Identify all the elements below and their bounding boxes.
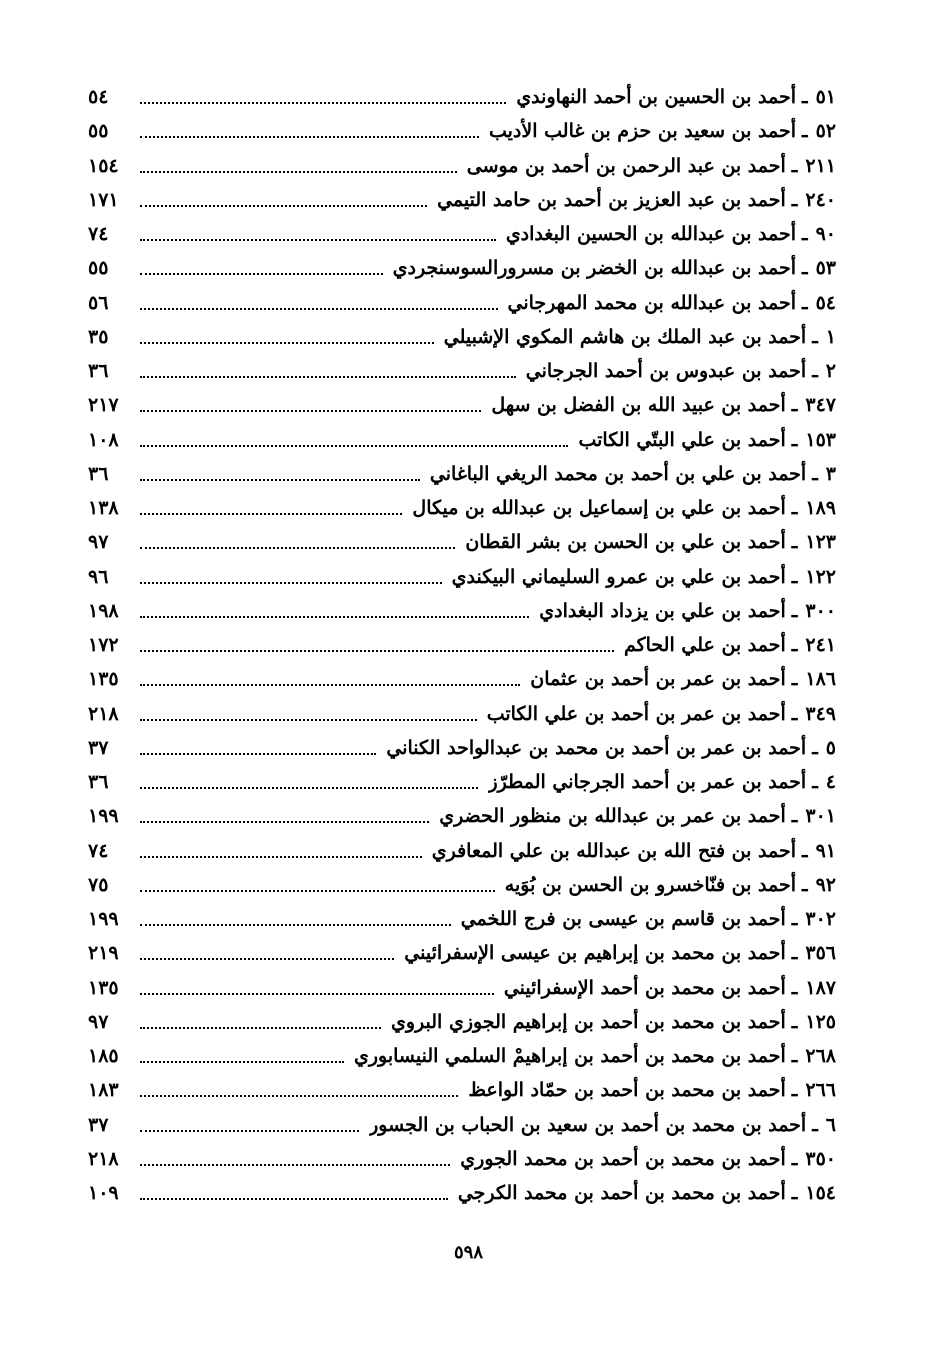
entry-name: أحمد بن عبدالله بن الخضر بن مسرورالسوسنجردي xyxy=(392,257,796,280)
entry-page-ref: ١٣٥ xyxy=(88,976,119,999)
entry-number: ٣٤٧ xyxy=(805,394,836,417)
entry-number: ٥١ xyxy=(815,86,836,108)
entry-name: أحمد بن عمر بن أحمد بن عثمان xyxy=(530,668,786,691)
dot-leader xyxy=(140,1095,458,1097)
dot-leader xyxy=(140,445,568,447)
dot-leader xyxy=(140,136,479,138)
entry-number: ٥ xyxy=(825,736,836,759)
dot-leader xyxy=(140,479,420,481)
entry-name: أحمد بن عبيد الله بن الفضل بن سهل xyxy=(491,394,786,417)
index-entry xyxy=(88,491,836,525)
entry-number: ١٢٥ xyxy=(805,1010,836,1033)
entry-dash: ـ xyxy=(812,771,818,793)
dot-leader xyxy=(140,958,394,960)
entry-page-ref: ٣٧ xyxy=(88,1113,109,1136)
entry-name: أحمد بن عمر بن عبدالله بن منظور الحضري xyxy=(439,805,786,828)
entry-page-ref: ٩٦ xyxy=(88,565,109,588)
entry-name: أحمد بن محمد بن أحمد بن حمّاد الواعظ xyxy=(468,1079,786,1102)
dot-leader xyxy=(140,376,516,378)
entry-name: أحمد بن محمد بن أحمد الإسفرائيني xyxy=(503,976,786,999)
entry-dash: ـ xyxy=(791,1010,798,1033)
entry-dash: ـ xyxy=(791,531,798,554)
dot-leader xyxy=(140,650,614,652)
entry-name: أحمد بن عبدالله بن محمد المهرجاني xyxy=(507,291,796,314)
entry-number: ٩٠ xyxy=(815,223,836,245)
index-entry xyxy=(88,1176,836,1210)
entry-name: أحمد بن عبد الرحمن بن أحمد بن موسى xyxy=(466,154,786,177)
entry-dash: ـ xyxy=(802,223,808,245)
index-entry xyxy=(88,251,836,285)
entry-name: أحمد بن علي بن يزداد البغدادي xyxy=(539,599,786,622)
entry-number: ٥٢ xyxy=(815,120,836,143)
entry-number: ٦ xyxy=(825,1113,836,1136)
entry-name: أحمد بن عبدوس بن أحمد الجرجاني xyxy=(525,360,807,382)
entry-dash: ـ xyxy=(791,805,798,828)
entry-dash: ـ xyxy=(791,908,798,930)
entry-dash: ـ xyxy=(791,1182,798,1204)
entry-page-ref: ٩٧ xyxy=(88,531,109,554)
entry-dash: ـ xyxy=(791,497,798,519)
index-entry xyxy=(88,354,836,388)
entry-page-ref: ٧٤ xyxy=(88,839,109,862)
entry-page-ref: ٩٧ xyxy=(88,1010,109,1033)
index-entry xyxy=(88,183,836,217)
entry-dash: ـ xyxy=(791,1147,798,1170)
dot-leader xyxy=(140,342,434,344)
entry-number: ٣٠١ xyxy=(805,805,836,828)
entry-page-ref: ٢١٨ xyxy=(88,702,119,725)
entry-name: أحمد بن عبدالله بن الحسين البغدادي xyxy=(505,223,796,245)
dot-leader xyxy=(140,616,529,618)
entry-page-ref: ٧٤ xyxy=(88,223,109,245)
entry-name: أحمد بن علي الحاكم xyxy=(623,634,786,656)
entry-page-ref: ١٥٤ xyxy=(88,154,119,177)
entry-page-ref: ٣٦ xyxy=(88,462,109,485)
entry-dash: ـ xyxy=(791,942,798,965)
entry-dash: ـ xyxy=(812,360,818,382)
entry-page-ref: ١٨٥ xyxy=(88,1045,119,1067)
entry-dash: ـ xyxy=(791,188,798,211)
index-entry xyxy=(88,560,836,594)
entry-page-ref: ٥٦ xyxy=(88,291,109,314)
entry-name: أحمد بن علي بن أحمد بن محمد الريغي الباغاني xyxy=(429,462,807,485)
index-entry xyxy=(88,1108,836,1142)
index-entry xyxy=(88,80,836,114)
dot-leader xyxy=(140,753,376,755)
index-entry xyxy=(88,662,836,696)
page-number: ٥٩٨ xyxy=(453,1242,483,1263)
dot-leader xyxy=(140,1198,448,1200)
index-entry xyxy=(88,1073,836,1107)
dot-leader xyxy=(140,582,442,584)
entry-page-ref: ٣٧ xyxy=(88,736,109,759)
entry-dash: ـ xyxy=(802,86,808,108)
entry-number: ٢١١ xyxy=(805,154,836,177)
entry-page-ref: ١٣٨ xyxy=(88,497,119,519)
entry-name: أحمد بن فنّاخسرو بن الحسن بن بُوَيه xyxy=(504,873,796,896)
entry-dash: ـ xyxy=(791,976,798,999)
entry-page-ref: ٥٤ xyxy=(88,86,109,108)
dot-leader xyxy=(140,924,451,926)
index-entry xyxy=(88,834,836,868)
entry-page-ref: ١٧٢ xyxy=(88,634,119,656)
entry-page-ref: ١٠٨ xyxy=(88,428,119,451)
entry-name: أحمد بن عمر بن أحمد بن محمد بن عبدالواحد الكناني xyxy=(386,736,807,759)
index-entry xyxy=(88,1039,836,1073)
entry-name: أحمد بن فتح الله بن عبدالله بن علي المعافري xyxy=(431,839,796,862)
entry-page-ref: ١٨٣ xyxy=(88,1079,119,1102)
entry-number: ٥٣ xyxy=(815,257,836,280)
entry-number: ١٢٢ xyxy=(805,565,836,588)
dot-leader xyxy=(140,890,495,892)
entry-page-ref: ١٩٩ xyxy=(88,908,119,930)
entry-page-ref: ٢١٧ xyxy=(88,394,119,417)
dot-leader xyxy=(140,102,506,104)
entry-dash: ـ xyxy=(812,462,818,485)
dot-leader xyxy=(140,787,478,789)
index-entry xyxy=(88,149,836,183)
entry-number: ٢٦٦ xyxy=(805,1079,836,1102)
entry-dash: ـ xyxy=(791,428,798,451)
entry-dash: ـ xyxy=(791,1079,798,1102)
entry-page-ref: ١٠٩ xyxy=(88,1182,119,1204)
dot-leader xyxy=(140,993,494,995)
dot-leader xyxy=(140,308,498,310)
entry-dash: ـ xyxy=(791,1045,798,1067)
entry-name: أحمد بن قاسم بن عيسى بن فرج اللخمي xyxy=(460,908,786,930)
entry-page-ref: ٥٥ xyxy=(88,120,109,143)
entry-number: ٣٤٩ xyxy=(805,702,836,725)
entry-number: ٢٦٨ xyxy=(805,1045,836,1067)
entry-number: ١ xyxy=(825,325,836,348)
entry-number: ٢ xyxy=(825,360,836,382)
entry-dash: ـ xyxy=(802,873,808,896)
entry-dash: ـ xyxy=(791,394,798,417)
index-entry xyxy=(88,1005,836,1039)
entry-page-ref: ١٩٨ xyxy=(88,599,119,622)
index-entry xyxy=(88,594,836,628)
index-entry xyxy=(88,217,836,251)
index-list xyxy=(88,80,836,1210)
dot-leader xyxy=(140,410,481,412)
entry-name: أحمد بن عمر بن أحمد الجرجاني المطرّز xyxy=(488,771,807,793)
entry-dash: ـ xyxy=(791,599,798,622)
entry-name: أحمد بن عبد العزيز بن أحمد بن حامد التيمي xyxy=(437,188,786,211)
entry-name: أحمد بن علي بن الحسن بن بشر القطان xyxy=(465,531,786,554)
entry-dash: ـ xyxy=(791,702,798,725)
index-entry xyxy=(88,320,836,354)
entry-page-ref: ٣٦ xyxy=(88,771,109,793)
entry-number: ٥٤ xyxy=(815,291,836,314)
entry-number: ٣٠٠ xyxy=(805,599,836,622)
entry-page-ref: ١٧١ xyxy=(88,188,119,211)
dot-leader xyxy=(140,856,422,858)
entry-number: ٩١ xyxy=(815,839,836,862)
index-entry xyxy=(88,628,836,662)
entry-dash: ـ xyxy=(791,565,798,588)
dot-leader xyxy=(140,171,457,173)
entry-page-ref: ١٩٩ xyxy=(88,805,119,828)
dot-leader xyxy=(140,547,455,549)
entry-number: ٩٢ xyxy=(815,873,836,896)
entry-number: ١٨٩ xyxy=(805,497,836,519)
entry-name: أحمد بن عمر بن أحمد بن علي الكاتب xyxy=(486,702,786,725)
entry-page-ref: ١٣٥ xyxy=(88,668,119,691)
entry-number: ١٨٧ xyxy=(805,976,836,999)
entry-dash: ـ xyxy=(812,1113,818,1136)
entry-name: أحمد بن علي البتّي الكاتب xyxy=(578,428,786,451)
dot-leader xyxy=(140,1027,381,1029)
index-entry xyxy=(88,799,836,833)
entry-name: أحمد بن عبد الملك بن هاشم المكوي الإشبيلي xyxy=(443,325,807,348)
index-entry xyxy=(88,525,836,559)
entry-number: ٣٥٦ xyxy=(805,942,836,965)
entry-number: ١٥٤ xyxy=(805,1182,836,1204)
entry-name: أحمد بن محمد بن أحمد بن محمد الكرجي xyxy=(457,1182,786,1204)
entry-number: ٣ xyxy=(825,462,836,485)
dot-leader xyxy=(140,205,427,207)
entry-page-ref: ٧٥ xyxy=(88,873,109,896)
index-entry xyxy=(88,388,836,422)
dot-leader xyxy=(140,273,383,275)
index-entry xyxy=(88,868,836,902)
entry-page-ref: ٣٥ xyxy=(88,325,109,348)
entry-name: أحمد بن سعيد بن حزم بن غالب الأديب xyxy=(488,120,796,143)
entry-page-ref: ٣٦ xyxy=(88,360,109,382)
dot-leader xyxy=(140,821,429,823)
dot-leader xyxy=(140,719,477,721)
index-entry xyxy=(88,457,836,491)
entry-dash: ـ xyxy=(802,839,808,862)
dot-leader xyxy=(140,684,520,686)
dot-leader xyxy=(140,1061,344,1063)
entry-dash: ـ xyxy=(802,257,808,280)
index-entry xyxy=(88,286,836,320)
entry-name: أحمد بن علي بن إسماعيل بن عبدالله بن ميكال xyxy=(412,497,786,519)
index-entry xyxy=(88,697,836,731)
entry-number: ٣٥٠ xyxy=(805,1147,836,1170)
dot-leader xyxy=(140,1164,450,1166)
index-entry xyxy=(88,971,836,1005)
entry-dash: ـ xyxy=(791,634,798,656)
dot-leader xyxy=(140,1130,359,1132)
entry-dash: ـ xyxy=(791,668,798,691)
entry-name: أحمد بن الحسين بن أحمد النهاوندي xyxy=(516,86,796,108)
index-entry xyxy=(88,1142,836,1176)
entry-name: أحمد بن محمد بن أحمد بن إبراهيمْ السلمي النيسابوري xyxy=(353,1045,786,1067)
index-entry xyxy=(88,423,836,457)
entry-dash: ـ xyxy=(812,736,818,759)
entry-dash: ـ xyxy=(812,325,818,348)
entry-number: ١٥٣ xyxy=(805,428,836,451)
entry-name: أحمد بن محمد بن أحمد بن سعيد بن الحباب بن الجسور xyxy=(369,1113,807,1136)
index-entry xyxy=(88,902,836,936)
entry-number: ١٨٦ xyxy=(805,668,836,691)
dot-leader xyxy=(140,513,402,515)
entry-number: ٤ xyxy=(825,771,836,793)
index-entry xyxy=(88,731,836,765)
entry-page-ref: ٥٥ xyxy=(88,257,109,280)
index-entry xyxy=(88,114,836,148)
entry-name: أحمد بن محمد بن أحمد بن محمد الجوري xyxy=(460,1147,786,1170)
entry-number: ٢٤١ xyxy=(805,634,836,656)
entry-name: أحمد بن محمد بن إبراهيم بن عيسى الإسفرائيني xyxy=(404,942,786,965)
entry-dash: ـ xyxy=(802,291,808,314)
entry-dash: ـ xyxy=(791,154,798,177)
entry-page-ref: ٢١٩ xyxy=(88,942,119,965)
entry-number: ٣٠٢ xyxy=(805,908,836,930)
entry-name: أحمد بن علي بن عمرو السليماني البيكندي xyxy=(451,565,786,588)
entry-number: ١٢٣ xyxy=(805,531,836,554)
entry-number: ٢٤٠ xyxy=(805,188,836,211)
index-entry xyxy=(88,765,836,799)
index-entry xyxy=(88,936,836,970)
entry-page-ref: ٢١٨ xyxy=(88,1147,119,1170)
dot-leader xyxy=(140,239,496,241)
entry-name: أحمد بن محمد بن أحمد بن إبراهيم الجوزي البروي xyxy=(391,1010,786,1033)
entry-dash: ـ xyxy=(802,120,808,143)
